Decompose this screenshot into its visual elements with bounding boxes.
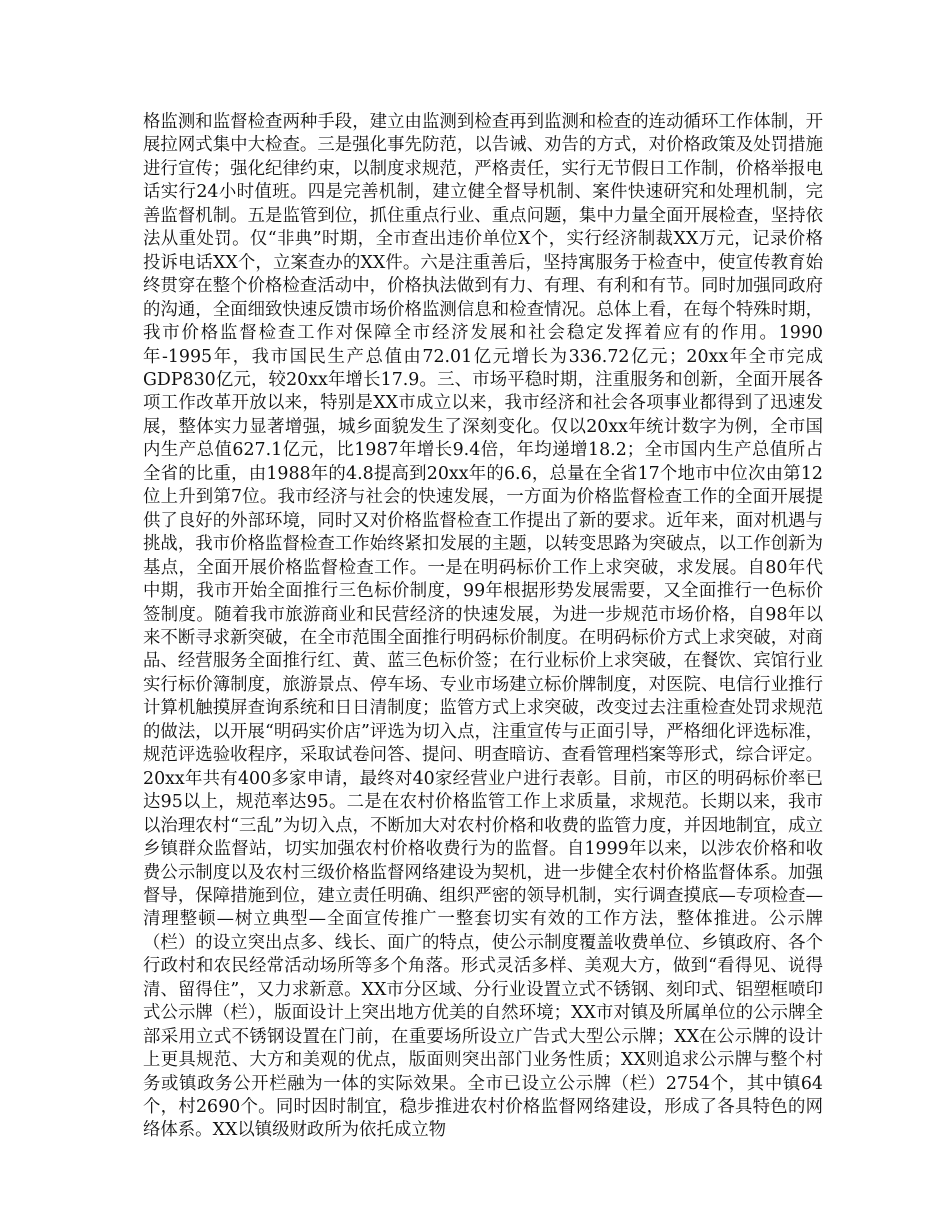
body-paragraph: 格监测和监督检查两种手段，建立由监测到检查再到监测和检查的连动循环工作体制，开展拉网式集中大检查。三是强化事先防范，以告诫、劝告的方式，对价格政策及处罚措施进行宣传；强化纪律约束，以制度求规范，严格责任，实行无节假日工作制，价格举报电话实行24小时值班。四是完善机制，建立健全督导机制、案件快速研究和处理机制，完善监督机制。五是监管到位，抓住重点行业、重点问题，集中力量全面开展检查，坚持依法从重处罚。仅“非典”时期，全市查出违价单位X个，实行经济制裁XX万元，记录价格投诉电话XX个，立案查办的XX件。六是注重善后，坚持寓服务于检查中，使宣传教育始终贯穿在整个价格检查活动中，价格执法做到有力、有理、有利和有节。同时加强同政府的沟通，全面细致快速反馈市场价格监测信息和检查情况。总体上看，在每个特殊时期，我市价格监督检查工作对保障全市经济发展和社会稳定发挥着应有的作用。1990年-1995年，我市国民生产总值由72.01亿元增长为336.72亿元；20xx年全市完成GDP830亿元，较20xx年增长17.9。三、市场平稳时期，注重服务和创新，全面开展各项工作改革开放以来，特别是XX市成立以来，我市经济和社会各项事业都得到了迅速发展，整体实力显著增强，城乡面貌发生了深刻变化。仅以20xx年统计数字为例，全市国内生产总值627.1亿元，比1987年增长9.4倍，年均递增18.2；全市国内生产总值所占全省的比重，由1988年的4.8提高到20xx年的6.6，总量在全省17个地市中位次由第12位上升到第7位。我市经济与社会的快速发展，一方面为价格监督检查工作的全面开展提供了良好的外部环境，同时又对价格监督检查工作提出了新的要求。近年来，面对机遇与挑战，我市价格监督检查工作始终紧扣发展的主题，以转变思路为突破点，以工作创新为基点，全面开展价格监督检查工作。一是在明码标价工作上求突破，求发展。自80年代中期，我市开始全面推行三色标价制度，99年根据形势发展需要，又全面推行一色标价签制度。随着我市旅游商业和民营经济的快速发展，为进一步规范市场价格，自98年以来不断寻求新突破，在全市范围全面推行明码标价制度。在明码标价方式上求突破，对商品、经营服务全面推行红、黄、蓝三色标价签；在行业标价上求突破，在餐饮、宾馆行业实行标价簿制度，旅游景点、停车场、专业市场建立标价牌制度，对医院、电信行业推行计算机触摸屏查询系统和日日清制度；监管方式上求突破，改变过去注重检查处罚求规范的做法，以开展“明码实价店”评选为切入点，注重宣传与正面引导，严格细化评选标准，规范评选验收程序，采取试卷问答、提问、明查暗访、查看管理档案等形式，综合评定。20xx年共有400多家申请，最终对40家经营业户进行表彰。目前，市区的明码标价率已达95以上，规范率达95。二是在农村价格监管工作上求质量，求规范。长期以来，我市以治理农村“三乱”为切入点，不断加大对农村价格和收费的监管力度，并因地制宜，成立乡镇群众监督站，切实加强农村价格收费行为的监督。自1999年以来，以涉农价格和收费公示制度以及农村三级价格监督网络建设为契机，进一步健全农村价格监督体系。加强督导，保障措施到位，建立责任明确、组织严密的领导机制，实行调查摸底—专项检查—清理整顿—树立典型—全面宣传推广一整套切实有效的工作方法，整体推进。公示牌（栏）的设立突出点多、线长、面广的特点，使公示制度覆盖收费单位、乡镇政府、各个行政村和农民经常活动场所等多个角落。形式灵活多样、美观大方，做到“看得见、说得清、留得住”，又力求新意。XX市分区域、分行业设置立式不锈钢、刻印式、铝塑框喷印式公示牌（栏），版面设计上突出地方优美的自然环境；XX市对镇及所属单位的公示牌全部采用立式不锈钢设置在门前，在重要场所设立广告式大型公示牌；XX在公示牌的设计上更具规范、大方和美观的优点，版面则突出部门业务性质；XX则追求公示牌与整个村务或镇政务公开栏融为一体的实际效果。全市已设立公示牌（栏）2754个，其中镇64个，村2690个。同时因时制宜，稳步推进农村价格监督网络建设，形成了各具特色的网络体系。XX以镇级财政所为依托成立物 [143,112,823,1141]
